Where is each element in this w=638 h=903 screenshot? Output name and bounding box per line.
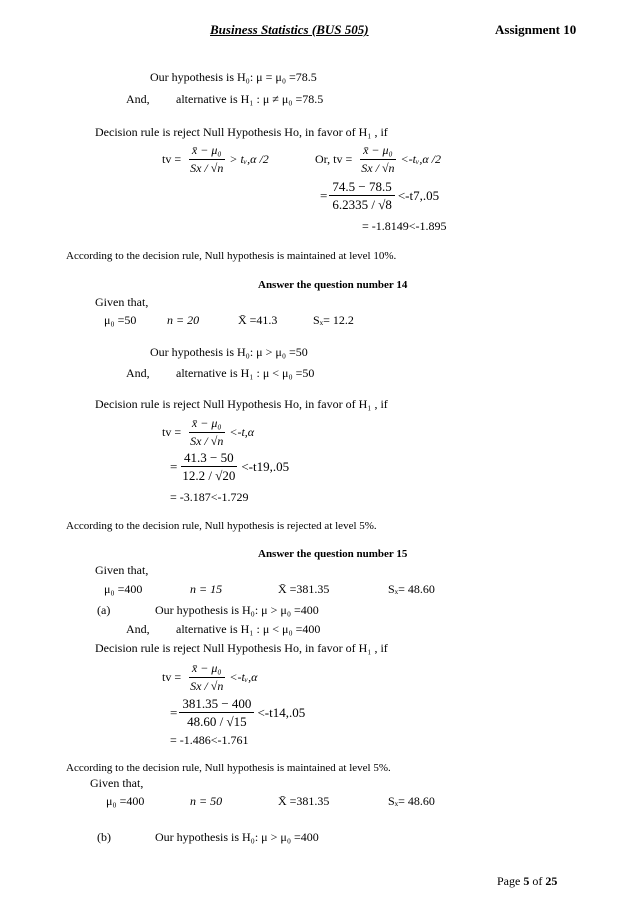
equals-sign: =: [170, 458, 178, 474]
fraction-denominator: Sx / √n: [190, 161, 224, 175]
critical-condition: <-tᵥ,α: [229, 670, 258, 684]
fraction-denominator: Sx / √n: [190, 679, 224, 693]
tv-label: tv =: [162, 670, 182, 684]
q14-given: Given that,: [95, 295, 149, 309]
q15b-sx: Sₓ= 48.60: [388, 794, 435, 808]
q15b-xbar: X̄ =381.35: [278, 794, 330, 808]
q14-calculation: [170, 450, 289, 483]
block1-alt-hypothesis: alternative is H₁ : μ ≠ μ₀ =78.5: [176, 92, 324, 106]
t-statistic-fraction: [187, 416, 226, 449]
t-statistic-fraction: [358, 143, 397, 176]
calc-fraction: [329, 179, 395, 212]
block1-and-label: And,: [126, 92, 150, 106]
block1-conclusion: According to the decision rule, Null hypothesis is maintained at level 10%.: [66, 250, 397, 262]
page-number: 5: [523, 874, 530, 888]
block1-calculation: [320, 179, 439, 212]
block1-formula-right: [315, 143, 441, 176]
calc-denominator: 6.2335 / √8: [332, 197, 392, 212]
q15b-n: n = 50: [190, 794, 223, 808]
q15-mu0: μ₀ =400: [104, 582, 143, 596]
fraction-denominator: Sx / √n: [190, 434, 224, 448]
fraction-numerator: x̄ − μ₀: [189, 143, 225, 160]
fraction-denominator: Sx / √n: [361, 161, 395, 175]
block1-decision-rule: Decision rule is reject Null Hypothesis Ho, in favor of H₁ , if: [95, 125, 388, 139]
calc-numerator: 74.5 − 78.5: [329, 179, 394, 196]
page-prefix: Page: [497, 874, 521, 888]
q14-decision-rule: Decision rule is reject Null Hypothesis Ho, in favor of H₁ , if: [95, 397, 388, 411]
q15-decision-rule: Decision rule is reject Null Hypothesis Ho, in favor of H₁ , if: [95, 641, 388, 655]
fraction-numerator: x̄ − μ₀: [360, 143, 396, 160]
q15-part-a-label: (a): [97, 603, 111, 617]
q15-result: = -1.486<-1.761: [170, 733, 249, 747]
t-statistic-fraction: [187, 661, 226, 694]
q14-null-hypothesis: Our hypothesis is H₀: μ > μ₀ =50: [150, 345, 308, 359]
calc-fraction: [179, 450, 238, 483]
q15-part-b-label: (b): [97, 830, 111, 844]
q15-sx: Sₓ= 48.60: [388, 582, 435, 596]
block1-formula-left: [162, 143, 269, 176]
fraction-numerator: x̄ − μ₀: [189, 416, 225, 433]
block1-result: = -1.8149<-1.895: [362, 219, 447, 233]
q14-formula: [162, 416, 254, 449]
or-tv-label: Or, tv =: [315, 152, 353, 166]
page-total: 25: [545, 874, 558, 888]
q15-n: n = 15: [190, 582, 223, 596]
critical-condition: <-t,α: [229, 425, 255, 439]
header-assignment-label: Assignment 10: [495, 22, 577, 37]
calc-numerator: 381.35 − 400: [179, 696, 254, 713]
equals-sign: =: [170, 704, 178, 720]
calc-critical: <-t7,.05: [397, 187, 440, 203]
q15-given: Given that,: [95, 563, 149, 577]
q15-title: Answer the question number 15: [258, 548, 408, 560]
calc-numerator: 41.3 − 50: [181, 450, 237, 467]
calc-fraction: [179, 696, 254, 729]
critical-condition: <-tᵥ,α /2: [400, 152, 441, 166]
q15-calculation: [170, 696, 305, 729]
calc-critical: <-t19,.05: [241, 458, 290, 474]
q14-mu0: μ₀ =50: [104, 313, 137, 327]
calc-denominator: 12.2 / √20: [182, 468, 236, 483]
q14-n: n = 20: [167, 313, 200, 327]
critical-condition: > tᵥ,α /2: [229, 152, 269, 166]
page-footer: [497, 874, 557, 889]
q14-conclusion: According to the decision rule, Null hypothesis is rejected at level 5%.: [66, 520, 377, 532]
q15b-given: Given that,: [90, 776, 144, 790]
q15b-null-hypothesis: Our hypothesis is H₀: μ > μ₀ =400: [155, 830, 319, 844]
q15-and-label: And,: [126, 622, 150, 636]
q15b-mu0: μ₀ =400: [106, 794, 145, 808]
t-statistic-fraction: [187, 143, 226, 176]
header-course-title: Business Statistics (BUS 505): [210, 22, 369, 37]
block1-null-hypothesis: Our hypothesis is H₀: μ = μ₀ =78.5: [150, 70, 317, 84]
calc-critical: <-t14,.05: [257, 704, 306, 720]
q15-formula: [162, 661, 257, 694]
page-of: of: [532, 874, 543, 888]
fraction-numerator: x̄ − μ₀: [189, 661, 225, 678]
q15-alt-hypothesis: alternative is H₁ : μ < μ₀ =400: [176, 622, 321, 636]
q15-null-hypothesis: Our hypothesis is H₀: μ > μ₀ =400: [155, 603, 319, 617]
q14-result: = -3.187<-1.729: [170, 490, 249, 504]
q14-title: Answer the question number 14: [258, 279, 408, 291]
q14-sx: Sₓ= 12.2: [313, 313, 354, 327]
q15-conclusion: According to the decision rule, Null hypothesis is maintained at level 5%.: [66, 762, 391, 774]
equals-sign: =: [320, 187, 328, 203]
tv-label: tv =: [162, 152, 182, 166]
q15-xbar: X̄ =381.35: [278, 582, 330, 596]
q14-and-label: And,: [126, 366, 150, 380]
q14-alt-hypothesis: alternative is H₁ : μ < μ₀ =50: [176, 366, 315, 380]
q14-xbar: X̄ =41.3: [238, 313, 278, 327]
tv-label: tv =: [162, 425, 182, 439]
calc-denominator: 48.60 / √15: [187, 714, 247, 729]
